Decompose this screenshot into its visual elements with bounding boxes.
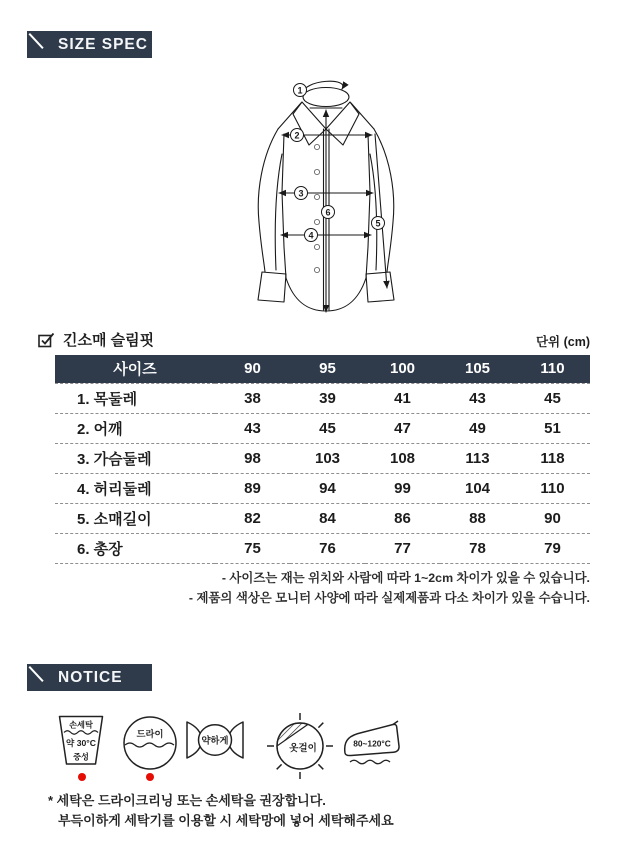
marker-4-waist [305,229,318,242]
svg-text:드라이: 드라이 [136,729,164,739]
row-label: 3. 가슴둘레 [77,450,152,468]
column-header: 90 [215,355,290,383]
size-cell: 45 [544,389,561,407]
table-row [55,533,590,563]
svg-text:4: 4 [308,230,314,241]
size-cell: 41 [394,389,411,407]
column-header: 100 [365,355,440,383]
row-label: 4. 허리둘레 [77,480,152,498]
size-cell: 104 [464,479,491,497]
check-pen-icon [38,332,55,348]
size-cell: 103 [314,449,341,467]
size-cell: 118 [540,449,565,467]
note-line: - 제품의 색상은 모니터 사양에 따라 실제제품과 다소 차이가 있을 수습니다. [188,590,590,605]
size-cell: 51 [544,419,561,437]
shoulder-line-right [351,103,374,129]
size-table-notes [189,569,590,608]
cuff-left [258,272,286,302]
size-cell: 110 [540,479,565,497]
size-cell: 45 [319,419,336,437]
svg-text:약하게: 약하게 [201,735,229,746]
size-cell: 38 [244,389,261,407]
svg-text:5: 5 [375,218,381,229]
svg-text:1: 1 [297,85,303,96]
dry-clean-icon [121,714,179,772]
shade-dry-icon [262,706,338,782]
care-note-line: * 세탁은 드라이크리닝 또는 손세탁을 권장합니다. [48,793,326,808]
svg-text:손세탁: 손세탁 [69,720,93,730]
svg-text:6: 6 [325,207,331,218]
torso-right [366,134,370,278]
size-cell: 113 [465,449,490,467]
row-label: 5. 소매길이 [77,510,152,528]
sleeve-right-inner [370,154,377,270]
table-header-row [55,355,590,383]
svg-text:중성: 중성 [73,752,89,762]
svg-text:옷걸이: 옷걸이 [289,743,317,754]
shirt-diagram-svg [238,72,406,322]
row-label: 6. 총장 [77,540,123,558]
torso-left [282,134,286,278]
size-cell: 76 [319,539,336,557]
recommended-dot [146,773,154,781]
size-cell: 98 [244,449,261,467]
size-cell: 43 [244,419,261,437]
table-row [55,413,590,443]
svg-text:2: 2 [294,130,300,141]
bar-slash-decoration [29,666,44,682]
notice-title: NOTICE [58,669,123,686]
marker-1-neck [294,84,307,97]
marker-2-shoulder [291,129,304,142]
sleeve-left-inner [275,154,282,270]
size-cell: 78 [469,539,486,557]
column-header: 사이즈 [55,355,215,383]
size-cell: 99 [394,479,411,497]
row-label: 1. 목둘레 [77,390,138,408]
care-note-line: 부득이하게 세탁기를 이용할 시 세탁망에 넣어 세탁해주세요 [58,812,394,828]
size-cell: 90 [544,509,561,527]
notice-header-bar [27,664,152,691]
size-cell: 79 [544,539,561,557]
note-line: - 사이즈는 재는 위치와 사람에 따라 1~2cm 차이가 있을 수 있습니다. [221,571,590,585]
care-notes [48,791,394,830]
svg-text:3: 3 [298,188,304,199]
size-spec-header-bar [27,31,152,58]
table-row [55,443,590,473]
svg-text:약 30°C: 약 30°C [66,738,96,748]
table-row [55,473,590,503]
fit-caption [38,329,154,350]
shirt-diagram [238,72,406,322]
row-label: 2. 어깨 [77,420,123,438]
column-header: 110 [515,355,590,383]
column-header: 105 [440,355,515,383]
recommended-dot [78,773,86,781]
table-row [55,383,590,413]
size-spec-title: SIZE SPEC [58,36,148,53]
size-table [55,355,590,564]
unit-label: 단위 (cm) [535,335,590,349]
marker-3-chest [295,187,308,200]
iron-icon [338,716,406,766]
cuff-right [366,272,394,302]
size-cell: 89 [244,479,261,497]
fit-caption-label: 긴소매 슬림핏 [63,332,155,349]
size-cell: 75 [244,539,261,557]
buttons [314,144,319,272]
size-cell: 86 [394,509,411,527]
shoulder-line-left [278,103,301,129]
svg-text:80~120°C: 80~120°C [353,738,391,749]
diagram-markers [291,84,385,242]
size-cell: 39 [319,389,336,407]
marker-5-sleeve [372,217,385,230]
size-cell: 84 [319,509,336,527]
bar-slash-decoration [29,33,44,49]
neck-ellipse [303,88,349,107]
size-cell: 77 [394,539,411,557]
size-cell: 94 [319,479,336,497]
size-cell: 108 [389,449,416,467]
size-cell: 49 [469,419,486,437]
size-cell: 47 [394,419,411,437]
size-cell: 82 [244,509,261,527]
size-cell: 43 [469,389,486,407]
column-header: 95 [290,355,365,383]
size-cell: 88 [469,509,486,527]
marker-6-length [322,206,335,219]
wring-weak-icon [183,719,247,761]
table-row [55,503,590,533]
hand-wash-icon [57,713,105,767]
